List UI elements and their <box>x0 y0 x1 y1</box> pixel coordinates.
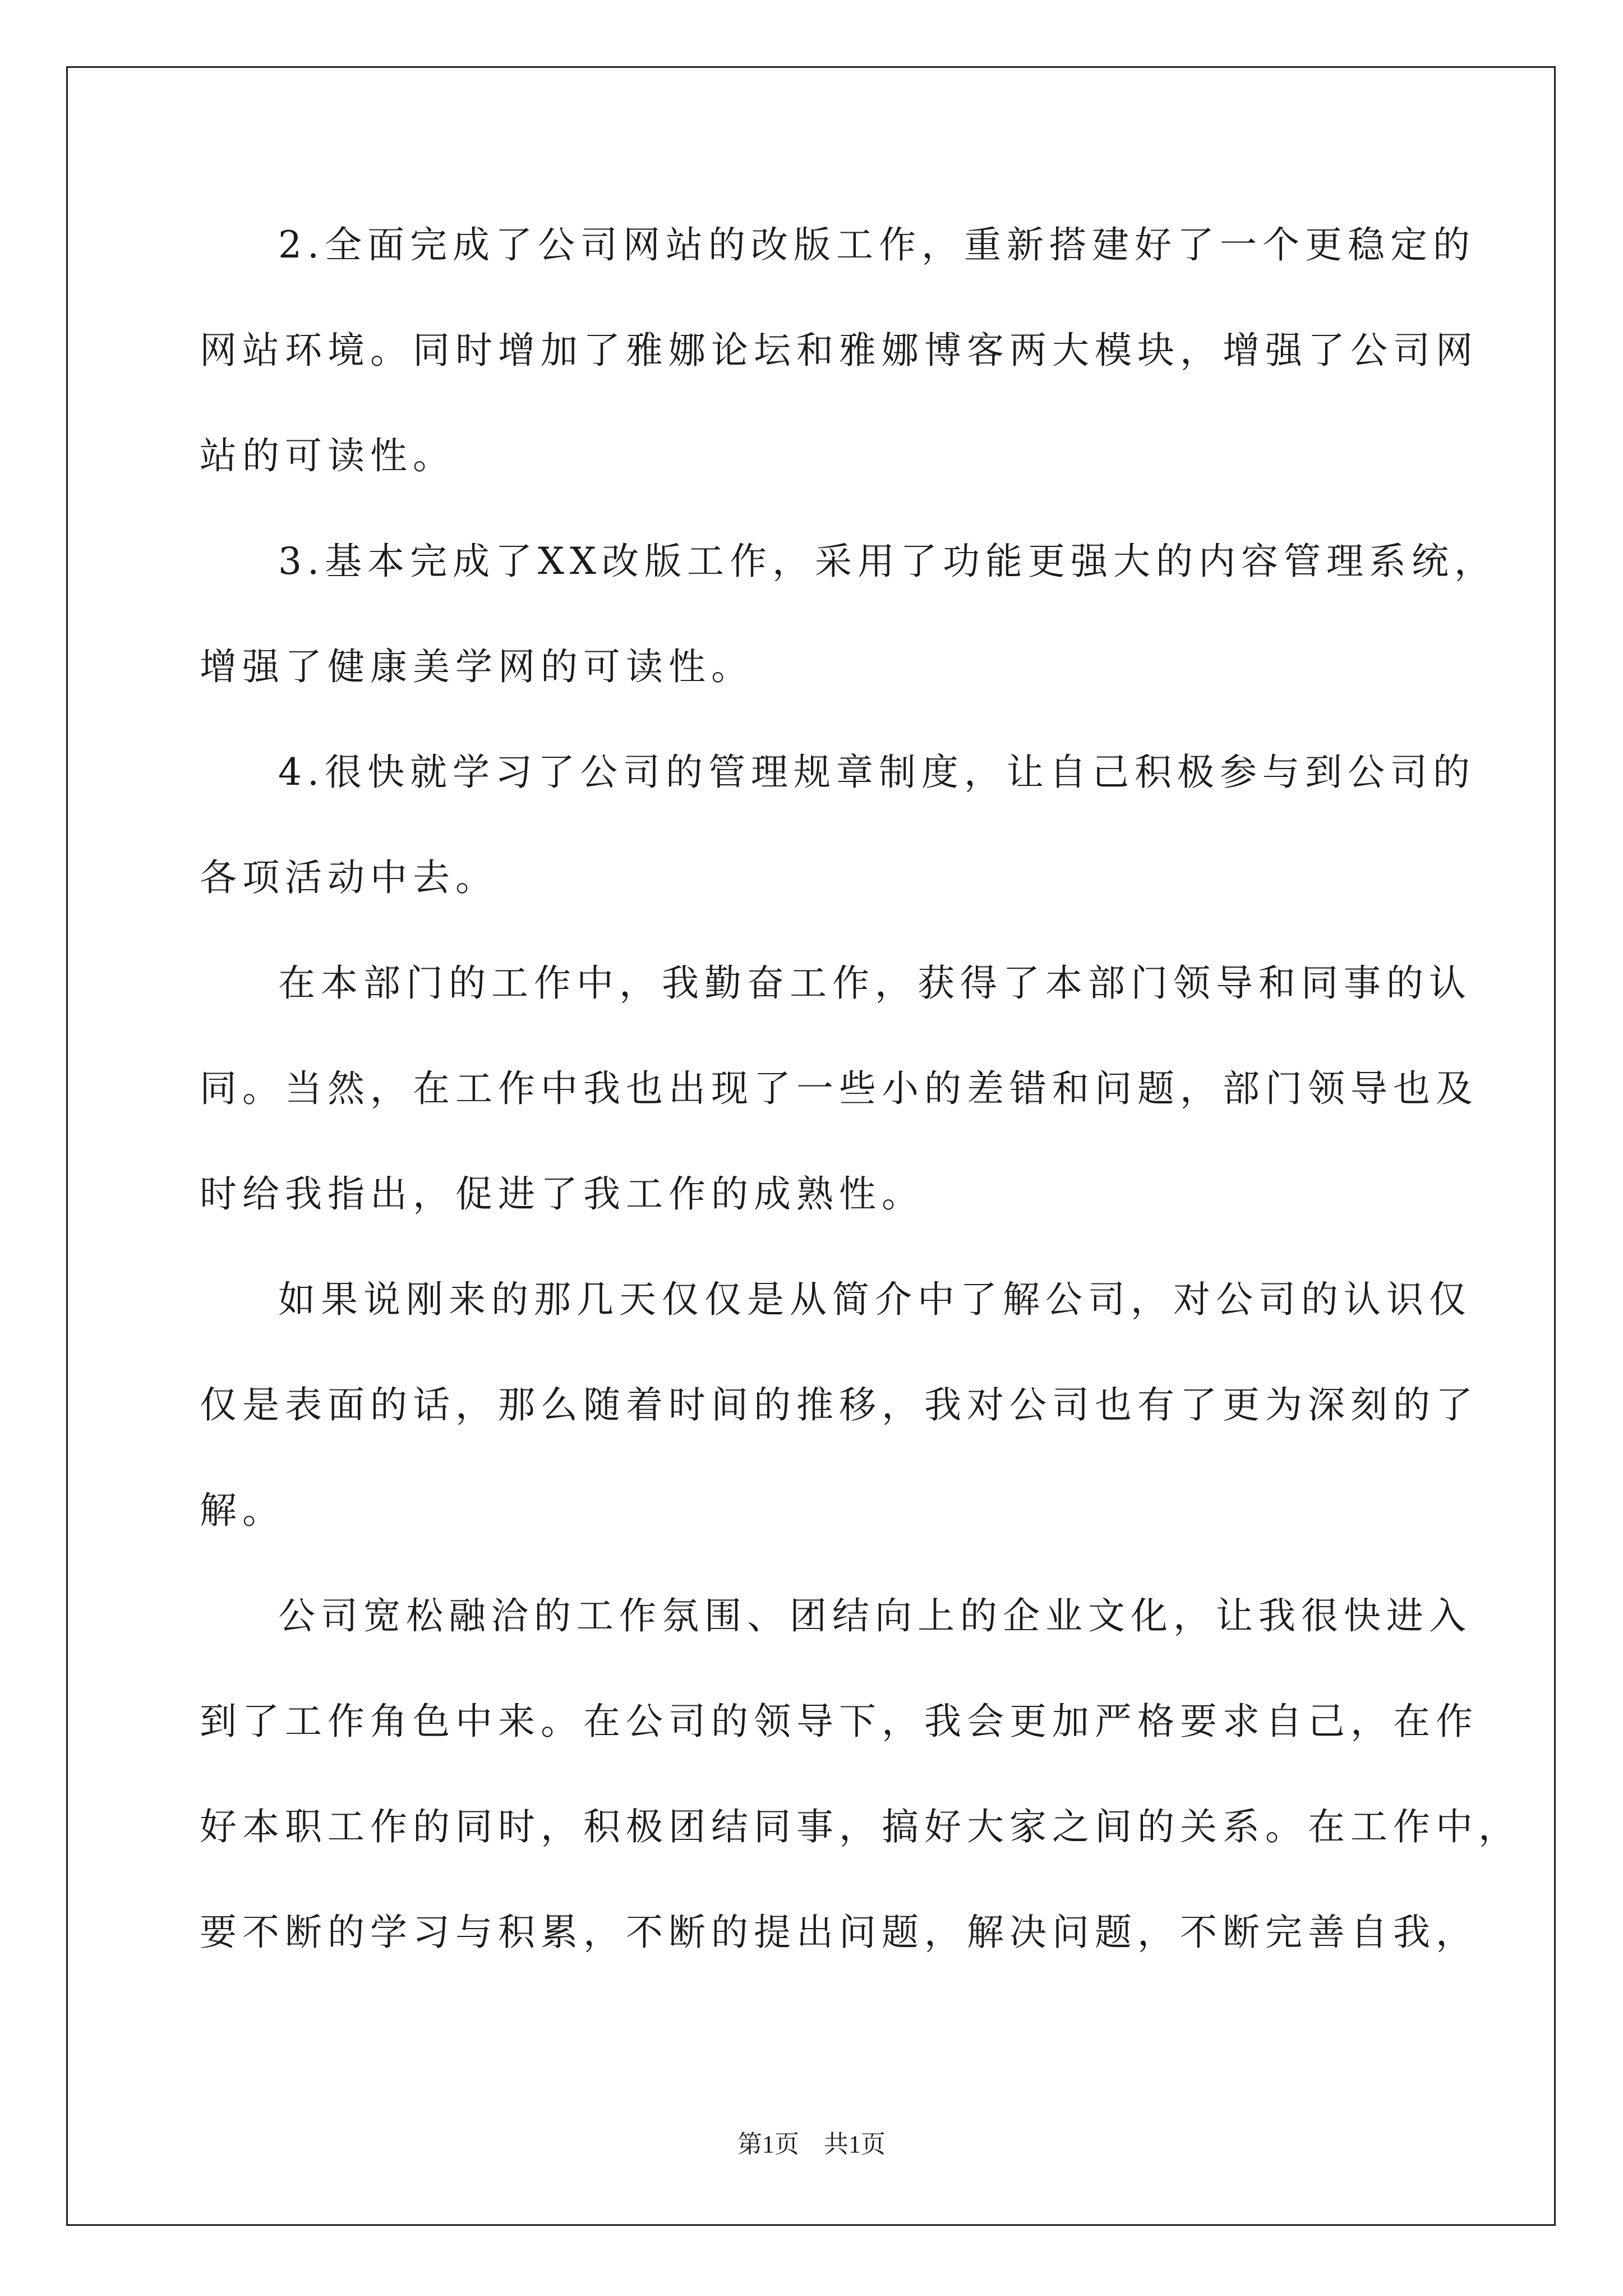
text-line: 同。当然，在工作中我也出现了一些小的差错和问题，部门领导也及 <box>200 1067 1478 1110</box>
page-number-footer: 第1页 共1页 <box>737 2131 886 2158</box>
text-line: 2.全面完成了公司网站的改版工作，重新搭建好了一个更稳定的 <box>278 223 1476 266</box>
text-line: 在本部门的工作中，我勤奋工作，获得了本部门领导和同事的认 <box>278 961 1472 1005</box>
text-line: 各项活动中去。 <box>200 856 498 899</box>
text-line: 时给我指出，促进了我工作的成熟性。 <box>200 1172 924 1216</box>
text-line: 解。 <box>200 1489 285 1532</box>
text-line: 网站环境。同时增加了雅娜论坛和雅娜博客两大模块，增强了公司网 <box>200 329 1478 372</box>
text-line: 增强了健康美学网的可读性。 <box>200 645 754 688</box>
text-line: 仅是表面的话，那么随着时间的推移，我对公司也有了更为深刻的了 <box>200 1383 1478 1427</box>
text-line: 公司宽松融洽的工作氛围、团结向上的企业文化，让我很快进入 <box>278 1594 1472 1637</box>
text-line: 要不断的学习与积累，不断的提出问题，解决问题，不断完善自我， <box>200 1911 1478 1954</box>
text-line: 好本职工作的同时，积极团结同事，搞好大家之间的关系。在工作中， <box>200 1805 1521 1848</box>
text-line: 如果说刚来的那几天仅仅是从简介中了解公司，对公司的认识仅 <box>278 1278 1472 1321</box>
document-body <box>200 213 1521 2006</box>
text-line: 4.很快就学习了公司的管理规章制度，让自己积极参与到公司的 <box>278 751 1476 794</box>
text-line: 站的可读性。 <box>200 434 455 477</box>
text-line: 到了工作角色中来。在公司的领导下，我会更加严格要求自己，在作 <box>200 1700 1478 1743</box>
text-line: 3.基本完成了XX改版工作，采用了功能更强大的内容管理系统， <box>278 540 1497 583</box>
